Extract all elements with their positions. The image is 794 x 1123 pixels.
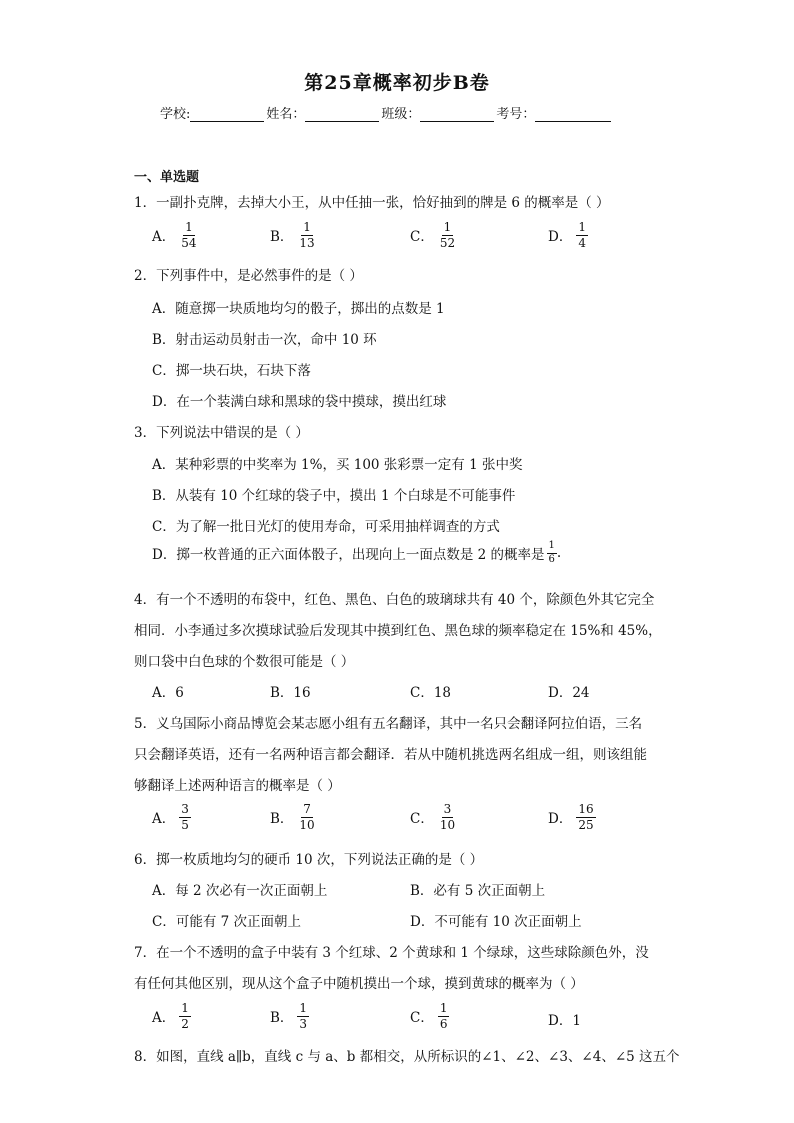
page-title: 第25章概率初步B卷 bbox=[304, 72, 490, 94]
fraction: $\frac{1}{52}$ bbox=[439, 220, 456, 250]
question-6-option-d: D．不可能有 10 次正面朝上 bbox=[410, 914, 582, 930]
question-7-option-a: A． $\frac{1}{2}$ bbox=[152, 1001, 189, 1031]
question-3-option-a: A．某种彩票的中奖率为 1%，买 100 张彩票一定有 1 张中奖 bbox=[152, 457, 523, 473]
question-1-option-c: C． $\frac{1}{52}$ bbox=[410, 220, 456, 250]
question-5-option-b: B． $\frac{7}{10}$ bbox=[270, 802, 315, 832]
question-4-option-b: B．16 bbox=[270, 685, 311, 701]
question-7-text-line-1: 7．在一个不透明的盒子中装有 3 个红球、2 个黄球和 1 个绿球，这些球除颜色外，没 bbox=[134, 945, 649, 961]
fraction: $\frac{16}{25}$ bbox=[578, 802, 594, 832]
question-2-text: 2．下列事件中，是必然事件的是（ ） bbox=[134, 268, 363, 284]
question-3-option-c: C．为了解一批日光灯的使用寿命，可采用抽样调查的方式 bbox=[152, 519, 500, 535]
question-2-option-d: D．在一个装满白球和黑球的袋中摸球，摸出红球 bbox=[152, 394, 447, 410]
fraction: $\frac{3}{10}$ bbox=[439, 802, 456, 832]
question-4-text-line-2: 相同．小李通过多次摸球试验后发现其中摸到红色、黑色球的频率稳定在 15%和 45%， bbox=[134, 623, 662, 639]
question-4-option-a: A．6 bbox=[152, 685, 184, 701]
question-2-option-c: C．掷一块石块，石块下落 bbox=[152, 363, 311, 379]
exam-no-label: 考号： bbox=[496, 107, 536, 122]
fraction: $\frac{1}{13}$ bbox=[299, 220, 315, 250]
question-8-text: 8．如图，直线 a∥b，直线 c 与 a、b 都相交，从所标识的∠1、∠2、∠3、∠4、∠5 这五个 bbox=[134, 1049, 680, 1065]
question-5-text-line-3: 够翻译上述两种语言的概率是（ ） bbox=[134, 778, 341, 794]
fraction: $\frac{1}{6}$ bbox=[548, 540, 555, 565]
question-4-option-d: D．24 bbox=[548, 685, 590, 701]
fraction: $\frac{1}{2}$ bbox=[181, 1001, 189, 1031]
question-6-option-b: B．必有 5 次正面朝上 bbox=[410, 883, 546, 899]
school-blank[interactable] bbox=[190, 107, 264, 122]
question-6-text: 6．掷一枚质地均匀的硬币 10 次，下列说法正确的是（ ） bbox=[134, 852, 484, 868]
question-5-option-d: D． $\frac{16}{25}$ bbox=[548, 802, 594, 832]
question-7-option-c: C． $\frac{1}{6}$ bbox=[410, 1001, 448, 1031]
fraction: $\frac{1}{6}$ bbox=[439, 1001, 448, 1031]
fraction: $\frac{1}{54}$ bbox=[181, 220, 197, 250]
question-4-text-line-3: 则口袋中白色球的个数很可能是（ ） bbox=[134, 654, 355, 670]
question-3-text: 3．下列说法中错误的是（ ） bbox=[134, 425, 309, 441]
question-5-text-line-2: 只会翻译英语，还有一名两种语言都会翻译．若从中随机挑选两名组成一组，则该组能 bbox=[134, 747, 647, 763]
question-1-option-a: A． $\frac{1}{54}$ bbox=[152, 220, 197, 250]
question-4-text-line-1: 4．有一个不透明的布袋中，红色、黑色、白色的玻璃球共有 40 个，除颜色外其它完全 bbox=[134, 592, 655, 608]
question-1-option-d: D． $\frac{1}{4}$ bbox=[548, 220, 586, 250]
question-5-text-line-1: 5．义乌国际小商品博览会某志愿小组有五名翻译，其中一名只会翻译阿拉伯语，三名 bbox=[134, 716, 643, 732]
class-blank[interactable] bbox=[420, 107, 494, 122]
question-7-option-b: B． $\frac{1}{3}$ bbox=[270, 1001, 308, 1031]
question-6-option-a: A．每 2 次必有一次正面朝上 bbox=[152, 883, 328, 899]
fraction: $\frac{7}{10}$ bbox=[299, 802, 315, 832]
school-label: 学校: bbox=[160, 107, 191, 122]
question-5-option-a: A． $\frac{3}{5}$ bbox=[152, 802, 189, 832]
question-1-option-b: B． $\frac{1}{13}$ bbox=[270, 220, 315, 250]
question-5-option-c: C． $\frac{3}{10}$ bbox=[410, 802, 456, 832]
name-label: 姓名： bbox=[266, 107, 306, 122]
question-7-option-d: D．1 bbox=[548, 1013, 581, 1029]
question-6-option-c: C．可能有 7 次正面朝上 bbox=[152, 914, 302, 930]
question-7-text-line-2: 有任何其他区别，现从这个盒子中随机摸出一个球，摸到黄球的概率为（ ） bbox=[134, 976, 584, 992]
question-3-option-b: B．从装有 10 个红球的袋子中，摸出 1 个白球是不可能事件 bbox=[152, 488, 516, 504]
question-1-text: 1．一副扑克牌，去掉大小王，从中任抽一张，恰好抽到的牌是 6 的概率是（ ） bbox=[134, 195, 610, 211]
fraction: $\frac{1}{3}$ bbox=[299, 1001, 308, 1031]
class-label: 班级： bbox=[381, 107, 421, 122]
question-3-option-d: D．掷一枚普通的正六面体骰子，出现向上一面点数是 2 的概率是 $\frac{1}{6}$ . bbox=[152, 540, 562, 565]
question-2-option-a: A．随意掷一块质地均匀的骰子，掷出的点数是 1 bbox=[152, 301, 445, 317]
question-2-option-b: B．射击运动员射击一次，命中 10 环 bbox=[152, 332, 377, 348]
section-heading: 一、单选题 bbox=[134, 170, 200, 185]
fraction: $\frac{3}{5}$ bbox=[181, 802, 189, 832]
exam-no-blank[interactable] bbox=[535, 107, 611, 122]
question-4-option-c: C．18 bbox=[410, 685, 452, 701]
student-info-row bbox=[160, 103, 613, 122]
name-blank[interactable] bbox=[305, 107, 379, 122]
fraction: $\frac{1}{4}$ bbox=[578, 220, 586, 250]
